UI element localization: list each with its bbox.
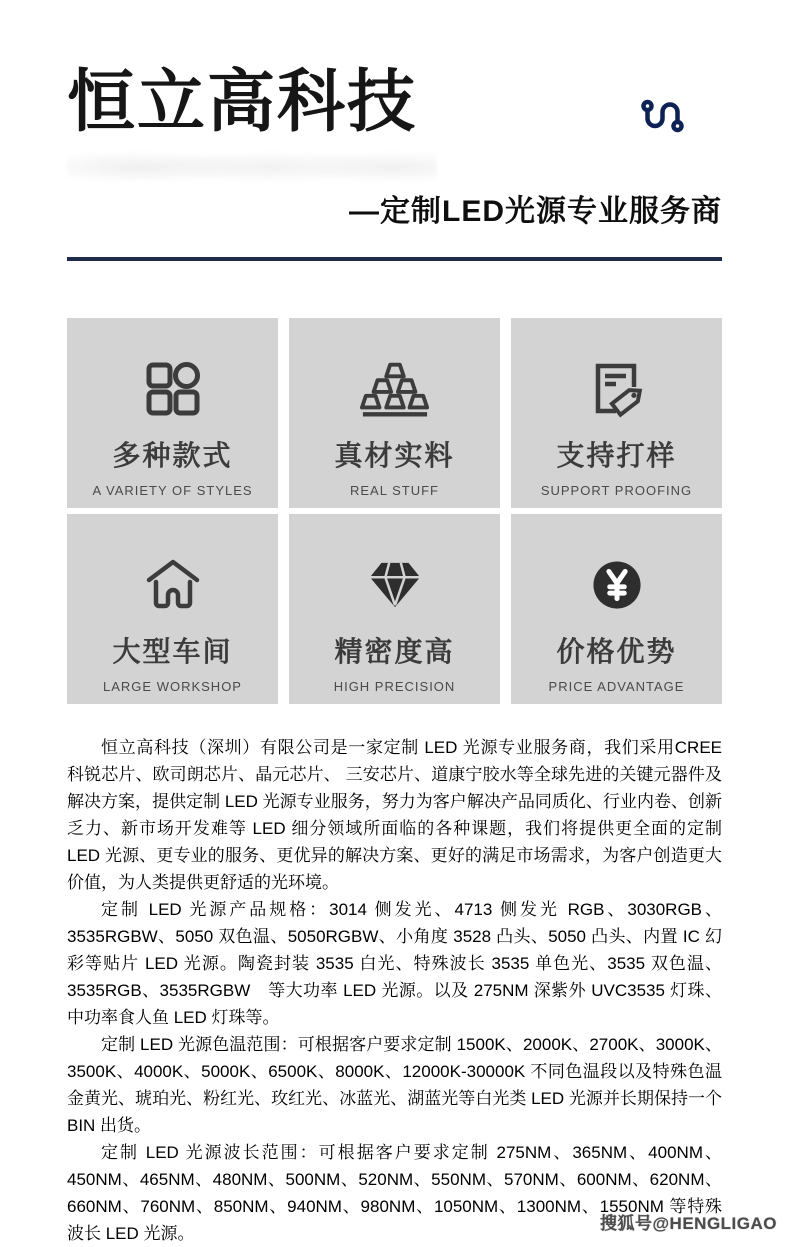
company-description <box>67 734 722 1247</box>
feature-title: 真材实料 <box>334 440 455 471</box>
diamond-icon <box>364 548 426 622</box>
feature-card-material <box>289 318 500 508</box>
ghost-text <box>67 148 437 186</box>
divider <box>67 257 722 261</box>
company-logo-icon <box>638 96 686 140</box>
feature-subtitle: HIGH PRECISION <box>333 679 456 694</box>
header <box>67 66 722 140</box>
yen-icon <box>588 548 646 622</box>
grid-icon <box>141 352 205 426</box>
feature-title: 精密度高 <box>334 636 455 667</box>
paragraph-color-temp: 定制 LED 光源色温范围：可根据客户要求定制 1500K、2000K、2700K、3000K、3500K、4000K、5000K、6500K、8000K、12000K-30000K 不同色温段以及特殊色温金黄光、琥珀光、粉红光、玫红光、冰蓝光、湖蓝光等白光类 LED 光源并长期保持一个 BIN 出货。 <box>67 1035 722 1135</box>
page <box>0 64 785 1243</box>
paragraph-intro: 恒立高科技（深圳）有限公司是一家定制 LED 光源专业服务商，我们采用CREE 科锐芯片、欧司朗芯片、晶元芯片、 三安芯片、道康宁胶水等全球先进的关键元器件及解决方案，提供定制 LED 光源专业服务，努力为客户解决产品同质化、行业内卷、创新乏力、新市场开发难等 LED 细分领域所面临的各种课题，我们将提供更全面的定制 LED 光源、更专业的服务、更优异的解决方案、更好的满足市场需求，为客户创造更大价值，为人类提供更舒适的光环境。 <box>67 738 722 892</box>
features-grid <box>67 318 722 704</box>
feature-subtitle: LARGE WORKSHOP <box>103 679 242 694</box>
feature-title: 支持打样 <box>556 440 677 471</box>
house-icon <box>141 548 205 622</box>
paragraph-specs: 定制 LED 光源产品规格：3014 侧发光、4713 侧发光 RGB、3030RGB、3535RGBW、5050 双色温、5050RGBW、小角度 3528 凸头、5050 凸头、内置 IC 幻彩等贴片 LED 光源。陶瓷封装 3535 白光、特殊波长 3535 单色光、3535 双色温、3535RGB、3535RGBW 等大功率 LED 光源。以及 275NM 深紫外 UVC3535 灯珠、中功率食人鱼 LED 灯珠等。 <box>67 900 722 1027</box>
paragraph-wavelength: 定制 LED 光源波长范围：可根据客户要求定制 275NM、365NM、400NM、450NM、465NM、480NM、500NM、520NM、550NM、570NM、600NM、620NM、660NM、760NM、850NM、940NM、980NM、1050NM、1300NM、1550NM 等特殊波长 LED 光源。 <box>67 1143 722 1243</box>
feature-card-price <box>511 514 722 704</box>
tagline: —定制LED光源专业服务商 <box>349 195 722 228</box>
page-title: 恒立高科技 <box>67 64 418 140</box>
feature-title: 价格优势 <box>556 636 677 667</box>
feature-card-proofing <box>511 318 722 508</box>
feature-title: 大型车间 <box>112 636 233 667</box>
feature-title: 多种款式 <box>112 440 233 471</box>
ingots-icon <box>360 352 430 426</box>
sohu-watermark: 搜狐号@HENGLIGAO <box>599 1214 777 1233</box>
feature-card-workshop <box>67 514 278 704</box>
feature-card-styles <box>67 318 278 508</box>
doc-tag-icon <box>585 352 649 426</box>
feature-subtitle: REAL STUFF <box>350 483 439 498</box>
feature-subtitle: PRICE ADVANTAGE <box>548 679 685 694</box>
feature-subtitle: A VARIETY OF STYLES <box>92 483 253 498</box>
feature-card-precision <box>289 514 500 704</box>
feature-subtitle: SUPPORT PROOFING <box>540 483 693 498</box>
